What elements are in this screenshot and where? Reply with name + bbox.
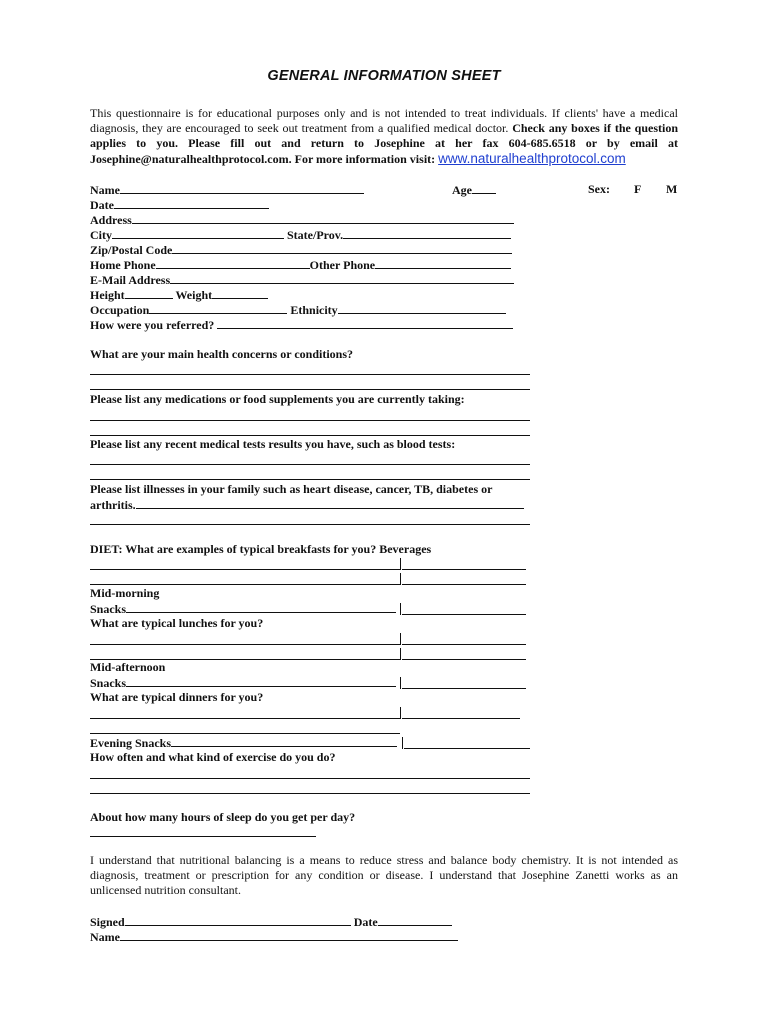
- lunch-line[interactable]: [90, 644, 400, 645]
- dinner-line[interactable]: [90, 733, 400, 734]
- occupation-label: Occupation: [90, 303, 150, 317]
- dinners-question: What are typical dinners for you?: [90, 690, 264, 704]
- date-label: Date: [90, 198, 114, 212]
- answer-line[interactable]: [90, 479, 530, 480]
- snacks-label: Snacks: [90, 676, 127, 690]
- age-label: Age: [452, 183, 472, 197]
- zip-field[interactable]: [172, 242, 512, 254]
- concerns-question: What are your main health concerns or conditions?: [90, 347, 354, 361]
- evening-snacks-label: Evening Snacks: [90, 736, 172, 750]
- intro-instructions: Check any boxes if the question applies to you. Please fill out and return to Josephine at her fax 604-685.6518 or by email at Josephine@naturalhealthprotocol.com. For more information visit:: [90, 121, 678, 166]
- signature-field[interactable]: [125, 914, 351, 926]
- print-name-label: Name: [90, 930, 120, 944]
- illnesses-label: arthritis.: [90, 498, 136, 512]
- column-divider: [400, 633, 401, 645]
- dinner-line[interactable]: [90, 718, 400, 719]
- state-field[interactable]: [343, 227, 511, 239]
- referred-row: [90, 317, 513, 333]
- zip-label: Zip/Postal Code: [90, 243, 173, 257]
- breakfast-line[interactable]: [90, 569, 400, 570]
- intro-paragraph: [90, 106, 678, 167]
- print-name-row: [90, 929, 458, 945]
- city-field[interactable]: [112, 227, 284, 239]
- column-divider: [400, 648, 401, 660]
- column-divider: [400, 707, 401, 719]
- beverage-line[interactable]: [402, 659, 526, 660]
- email-row: [90, 272, 514, 288]
- occupation-field[interactable]: [149, 302, 287, 314]
- beverage-line[interactable]: [404, 748, 530, 749]
- snacks-label: Snacks: [90, 602, 127, 616]
- beverage-line[interactable]: [402, 614, 526, 615]
- date-row: [90, 197, 269, 213]
- evening-snacks-field[interactable]: [171, 735, 397, 747]
- address-field[interactable]: [132, 212, 514, 224]
- name-row: [90, 182, 364, 198]
- zip-row: [90, 242, 512, 258]
- page-title: GENERAL INFORMATION SHEET: [267, 68, 501, 84]
- signed-label: Signed: [90, 915, 125, 929]
- evening-snacks-row: [90, 735, 397, 751]
- beverage-line[interactable]: [402, 644, 526, 645]
- signed-row: [90, 914, 452, 930]
- home-phone-label: Home Phone: [90, 258, 156, 272]
- date-field[interactable]: [114, 197, 269, 209]
- illnesses-field[interactable]: [136, 497, 524, 509]
- height-label: Height: [90, 288, 125, 302]
- answer-line[interactable]: [90, 524, 530, 525]
- breakfast-line[interactable]: [90, 584, 400, 585]
- column-divider: [402, 737, 403, 749]
- phone-row: [90, 257, 511, 273]
- answer-line[interactable]: [90, 793, 530, 794]
- height-weight-row: [90, 287, 268, 303]
- home-phone-field[interactable]: [156, 257, 310, 269]
- answer-line[interactable]: [90, 435, 530, 436]
- mid-morning-label: Mid-morning: [90, 586, 160, 600]
- signature-date-field[interactable]: [378, 914, 452, 926]
- referred-field[interactable]: [217, 317, 513, 329]
- mid-afternoon-label: Mid-afternoon: [90, 660, 166, 674]
- mid-morning-snacks-row: [90, 601, 396, 617]
- sex-option-m[interactable]: M: [666, 182, 678, 196]
- name-field[interactable]: [120, 182, 364, 194]
- beverage-line[interactable]: [402, 688, 526, 689]
- illnesses-question: Please list illnesses in your family such as heart disease, cancer, TB, diabetes or: [90, 482, 493, 496]
- column-divider: [400, 603, 401, 615]
- ethnicity-label: Ethnicity: [290, 303, 338, 317]
- email-label: E-Mail Address: [90, 273, 171, 287]
- website-link[interactable]: www.naturalhealthprotocol.com: [438, 151, 626, 166]
- address-row: [90, 212, 514, 228]
- print-name-field[interactable]: [120, 929, 458, 941]
- intro-text: This questionnaire is for educational purposes only and is not intended to treat individuals. If clients' have a medical diagnosis, they are encouraged to seek out treatment from a qualified medical doctor.: [90, 106, 678, 135]
- weight-label: Weight: [175, 288, 213, 302]
- medications-question: Please list any medications or food supplements you are currently taking:: [90, 392, 465, 406]
- weight-field[interactable]: [212, 287, 268, 299]
- illnesses-question-cont: [90, 497, 524, 513]
- column-divider: [400, 677, 401, 689]
- tests-question: Please list any recent medical tests results you have, such as blood tests:: [90, 437, 456, 451]
- lunches-question: What are typical lunches for you?: [90, 616, 264, 630]
- answer-line[interactable]: [90, 389, 530, 390]
- age-field[interactable]: [472, 182, 496, 194]
- exercise-question: How often and what kind of exercise do you do?: [90, 750, 336, 764]
- column-divider: [400, 558, 401, 570]
- sleep-question: About how many hours of sleep do you get per day?: [90, 810, 356, 824]
- snacks-field[interactable]: [126, 601, 396, 613]
- beverage-line[interactable]: [402, 718, 520, 719]
- state-label: State/Prov.: [287, 228, 344, 242]
- breakfast-question: DIET: What are examples of typical breakfasts for you? Beverages: [90, 542, 432, 556]
- name-label: Name: [90, 183, 120, 197]
- answer-line[interactable]: [90, 464, 530, 465]
- beverage-line[interactable]: [402, 569, 526, 570]
- mid-afternoon-snacks-row: [90, 675, 396, 691]
- height-field[interactable]: [125, 287, 173, 299]
- answer-line[interactable]: [90, 778, 530, 779]
- occupation-row: [90, 302, 506, 318]
- sex-option-f[interactable]: F: [634, 182, 642, 196]
- beverage-line[interactable]: [402, 584, 526, 585]
- ethnicity-field[interactable]: [338, 302, 506, 314]
- other-phone-field[interactable]: [375, 257, 511, 269]
- consent-paragraph: I understand that nutritional balancing is a means to reduce stress and balance body chemistry. It is not intended as diagnosis, treatment or prescription for any condition or disease. I understand that Josephine Zanetti works as an unlicensed nutrition consultant.: [90, 853, 678, 897]
- answer-line[interactable]: [90, 374, 530, 375]
- sex-label: Sex:: [588, 182, 610, 196]
- address-label: Address: [90, 213, 132, 227]
- age-row: [452, 182, 496, 198]
- sleep-answer-line[interactable]: [90, 836, 316, 837]
- answer-line[interactable]: [90, 420, 530, 421]
- other-phone-label: Other Phone: [309, 258, 376, 272]
- referred-label: How were you referred?: [90, 318, 215, 332]
- snacks-field[interactable]: [126, 675, 396, 687]
- city-row: [90, 227, 511, 243]
- city-label: City: [90, 228, 112, 242]
- email-field[interactable]: [170, 272, 514, 284]
- signature-date-label: Date: [353, 915, 378, 929]
- column-divider: [400, 573, 401, 585]
